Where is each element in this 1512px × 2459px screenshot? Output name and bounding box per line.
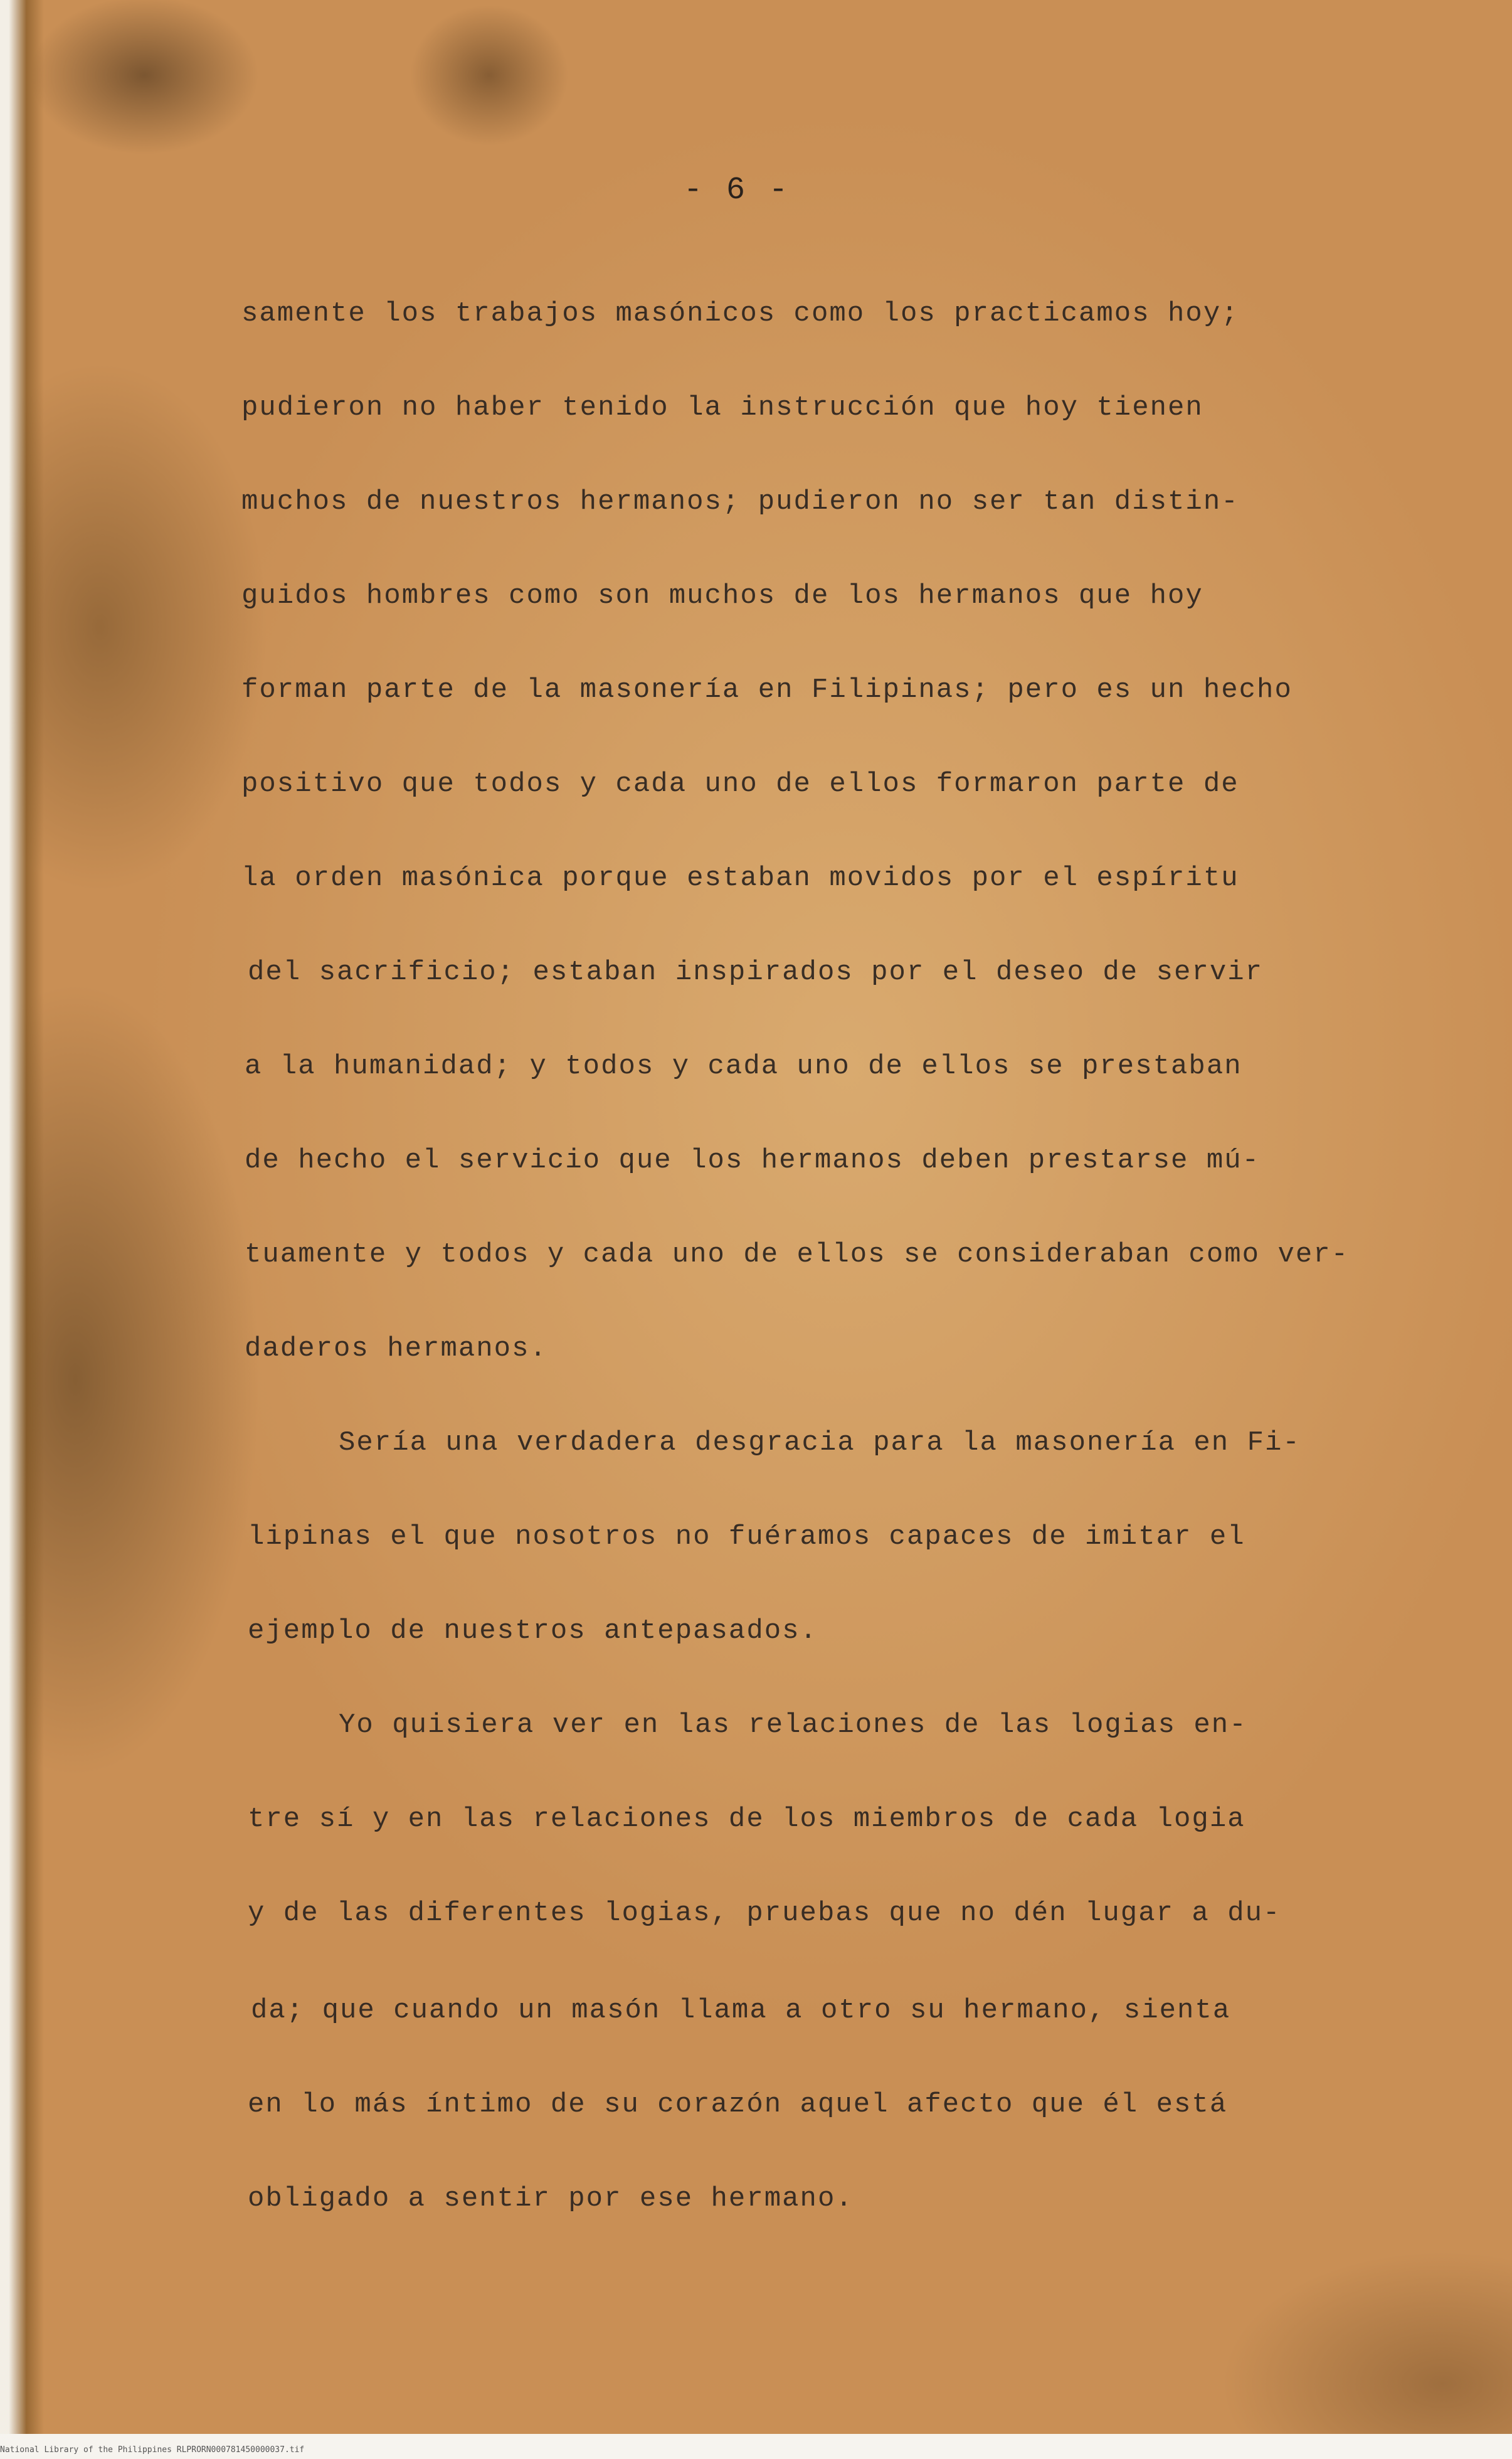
page-number: - 6 - (684, 173, 791, 208)
text-line: da; que cuando un masón llama a otro su hermano, sienta (251, 1995, 1231, 2026)
text-line: del sacrificio; estaban inspirados por el deseo de servir (248, 957, 1264, 988)
scan-footer: National Library of the Philippines RLPRORN000781450000037.tif (0, 2445, 305, 2455)
text-line: pudieron no haber tenido la instrucción que hoy tienen (241, 392, 1203, 423)
text-line: ejemplo de nuestros antepasados. (248, 1615, 818, 1647)
text-line: samente los trabajos masónicos como los practicamos hoy; (241, 298, 1239, 329)
text-line: y de las diferentes logias, pruebas que no dén lugar a du- (248, 1898, 1281, 1929)
text-line: muchos de nuestros hermanos; pudieron no ser tan distin- (241, 486, 1239, 518)
text-line: la orden masónica porque estaban movidos por el espíritu (241, 863, 1239, 894)
text-line: en lo más íntimo de su corazón aquel afecto que él está (248, 2089, 1228, 2120)
text-line: de hecho el servicio que los hermanos deben prestarse mú- (245, 1145, 1261, 1176)
torn-paper-edge (0, 0, 44, 2434)
text-line: forman parte de la masonería en Filipinas; pero es un hecho (241, 674, 1293, 706)
text-line: guidos hombres como son muchos de los hermanos que hoy (241, 580, 1203, 612)
text-line: daderos hermanos. (245, 1333, 547, 1364)
text-line: obligado a sentir por ese hermano. (248, 2183, 854, 2214)
text-line: Sería una verdadera desgracia para la masonería en Fi- (339, 1427, 1301, 1458)
text-line: positivo que todos y cada uno de ellos formaron parte de (241, 768, 1239, 800)
text-line: tre sí y en las relaciones de los miembros de cada logia (248, 1803, 1245, 1835)
text-line: tuamente y todos y cada uno de ellos se consideraban como ver- (245, 1239, 1350, 1270)
text-line: a la humanidad; y todos y cada uno de ellos se prestaban (245, 1051, 1242, 1082)
text-line: Yo quisiera ver en las relaciones de las logias en- (339, 1709, 1247, 1741)
text-line: lipinas el que nosotros no fuéramos capaces de imitar el (248, 1521, 1245, 1553)
